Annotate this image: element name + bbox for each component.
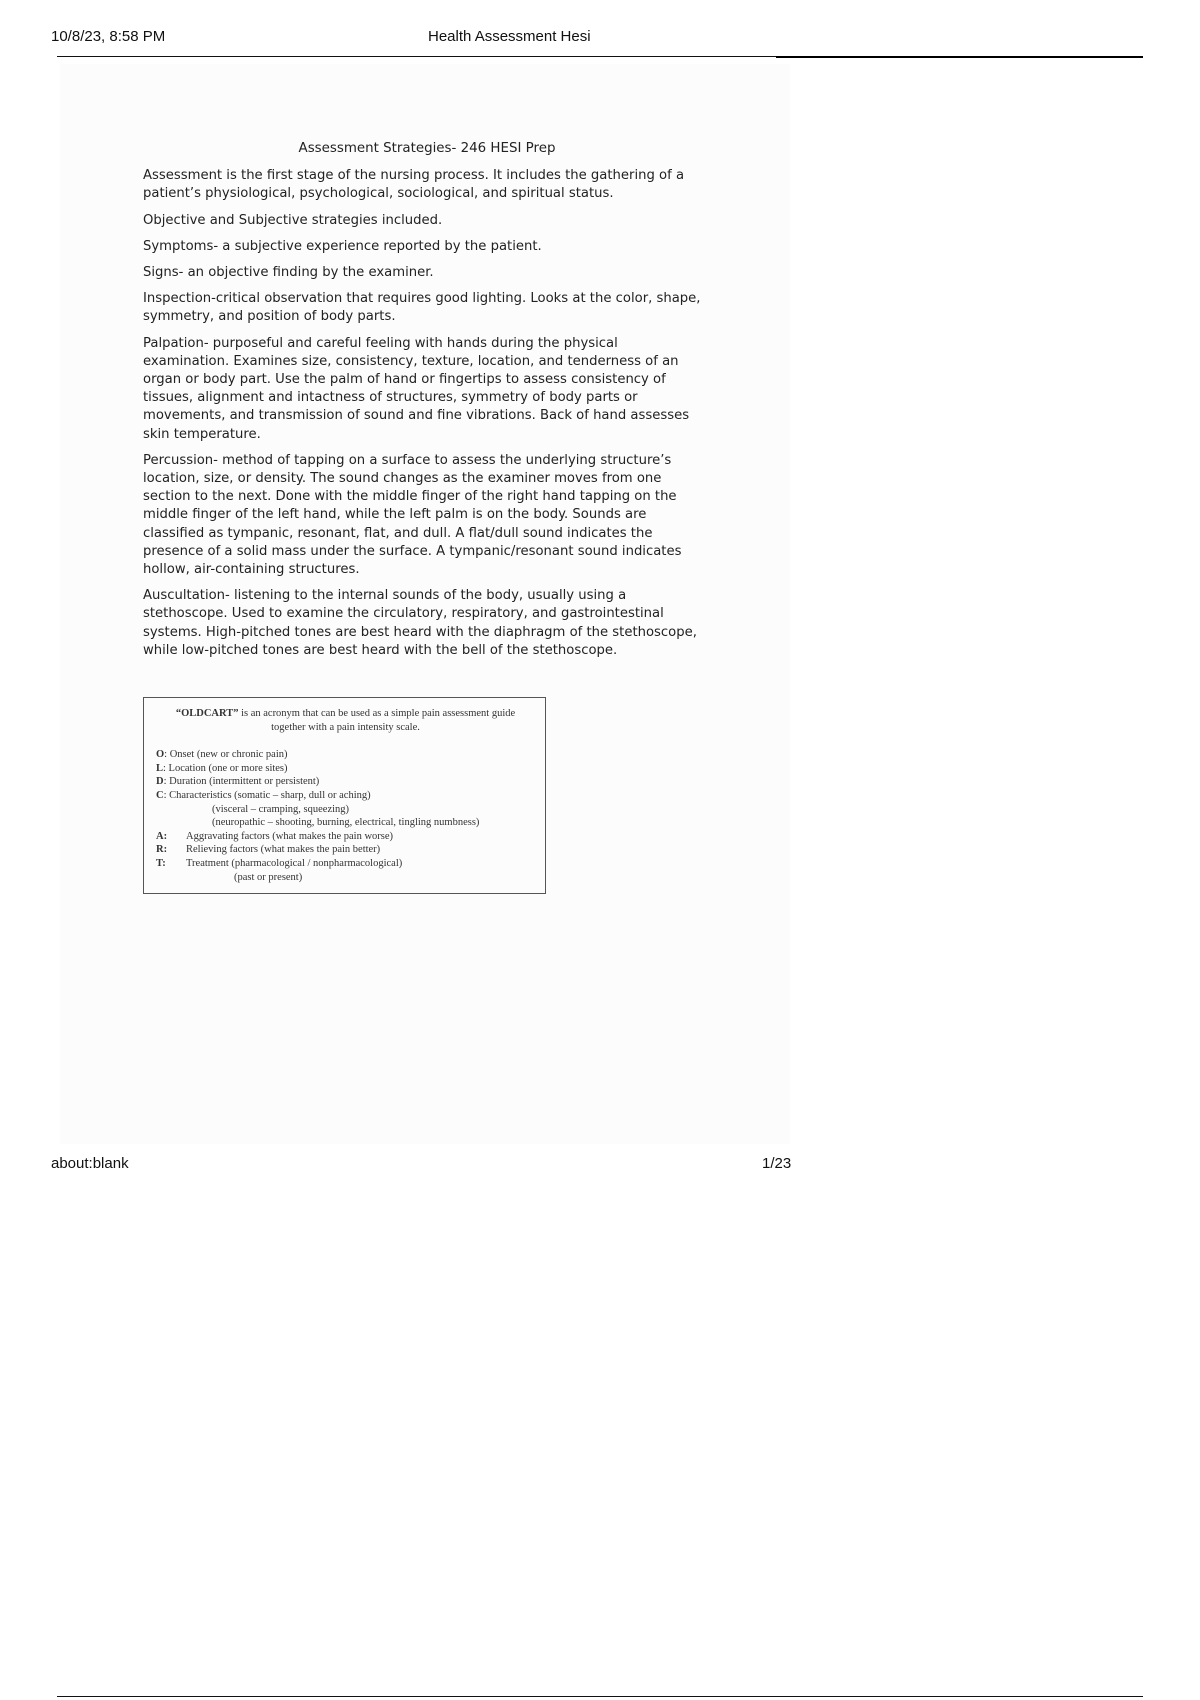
oldcart-characteristics-neuropathic: (neuropathic – shooting, burning, electrical, tingling numbness) (212, 817, 480, 829)
oldcart-item-treatment (156, 857, 535, 871)
paragraph-signs: Signs- an objective finding by the examiner. (143, 265, 434, 281)
paragraph-percussion: Percussion- method of tapping on a surface to assess the underlying structure’s location, size, or density. The sound changes as the examiner moves from one section to the next. Done with the middle finger of the right hand tapping on the middle finger of the left hand, while the left palm is on the body. Sounds are classified as tympanic, resonant, flat, and dull. A flat/dull sound indicates the presence of a solid mass under the surface. A tympanic/resonant sound indicates hollow, air-containing structures. (143, 452, 682, 578)
paragraph-palpation: Palpation- purposeful and careful feeling with hands during the physical examination. Examines size, consistency, texture, location, and tenderness of an organ or body part. Use the palm of hand or fingertips to assess consistency of tissues, alignment and intactness of structures, symmetry of body parts or movements, and transmission of sound and fine vibrations. Back of hand assesses skin temperature. (143, 335, 690, 442)
paragraph-inspection: Inspection-critical observation that requires good lighting. Looks at the color, shape, symmetry, and position of body parts. (143, 291, 701, 325)
document-body (143, 140, 703, 668)
print-footer-url: about:blank (51, 1155, 129, 1172)
document-title: Assessment Strategies- 246 HESI Prep (298, 141, 556, 156)
paragraph-assessment: Assessment is the first stage of the nursing process. It includes the gathering of a patient’s physiological, psychological, sociological, and spiritual status. (143, 168, 685, 202)
oldcart-acronym: “OLDCART” (175, 708, 239, 719)
oldcart-letter: O (156, 749, 165, 761)
print-footer-page-number: 1/23 (762, 1155, 792, 1172)
oldcart-letter: R: (156, 844, 168, 856)
oldcart-intro-line1: is an acronym that can be used as a simple pain assessment guide (238, 708, 516, 719)
footer-divider (57, 1696, 1143, 1697)
oldcart-item-onset (156, 748, 535, 762)
oldcart-letter: D (156, 776, 164, 788)
oldcart-item-text: : Characteristics (somatic – sharp, dull or aching) (163, 789, 371, 801)
oldcart-characteristics-visceral: (visceral – cramping, squeezing) (212, 803, 350, 815)
oldcart-item-duration (156, 775, 535, 789)
print-header-datetime: 10/8/23, 8:58 PM (51, 28, 166, 45)
oldcart-treatment-note: (past or present) (234, 871, 303, 883)
oldcart-item-text: : Onset (new or chronic pain) (164, 749, 288, 761)
paragraph-auscultation: Auscultation- listening to the internal sounds of the body, usually using a stethoscope. Used to examine the circulatory, respiratory, and gastrointestinal systems. High-pitched tones are best heard with the diaphragm of the stethoscope, while low-pitched tones are best heard with the bell of the stethoscope. (143, 588, 697, 658)
header-divider-accent (776, 56, 1143, 58)
oldcart-item-aggravating (156, 830, 535, 844)
oldcart-letter: C (156, 789, 164, 801)
oldcart-item-text: : Location (one or more sites) (163, 762, 288, 774)
oldcart-item-text: Relieving factors (what makes the pain better) (186, 844, 381, 856)
print-header-title: Health Assessment Hesi (428, 28, 591, 45)
oldcart-intro-line2: together with a pain intensity scale. (271, 721, 420, 733)
oldcart-letter: T: (156, 857, 166, 869)
oldcart-item-location (156, 762, 535, 776)
oldcart-item-text: : Duration (intermittent or persistent) (163, 776, 320, 788)
oldcart-letter: A: (156, 830, 168, 842)
oldcart-item-relieving (156, 843, 535, 857)
oldcart-intro (156, 707, 535, 734)
paragraph-symptoms: Symptoms- a subjective experience reported by the patient. (143, 238, 542, 254)
oldcart-item-text: Aggravating factors (what makes the pain worse) (186, 830, 394, 842)
oldcart-item-characteristics (156, 789, 535, 803)
oldcart-letter: L (156, 762, 164, 774)
paragraph-strategies: Objective and Subjective strategies included. (143, 212, 443, 228)
oldcart-figure (143, 697, 546, 894)
oldcart-item-text: Treatment (pharmacological / nonpharmacological) (186, 857, 403, 869)
